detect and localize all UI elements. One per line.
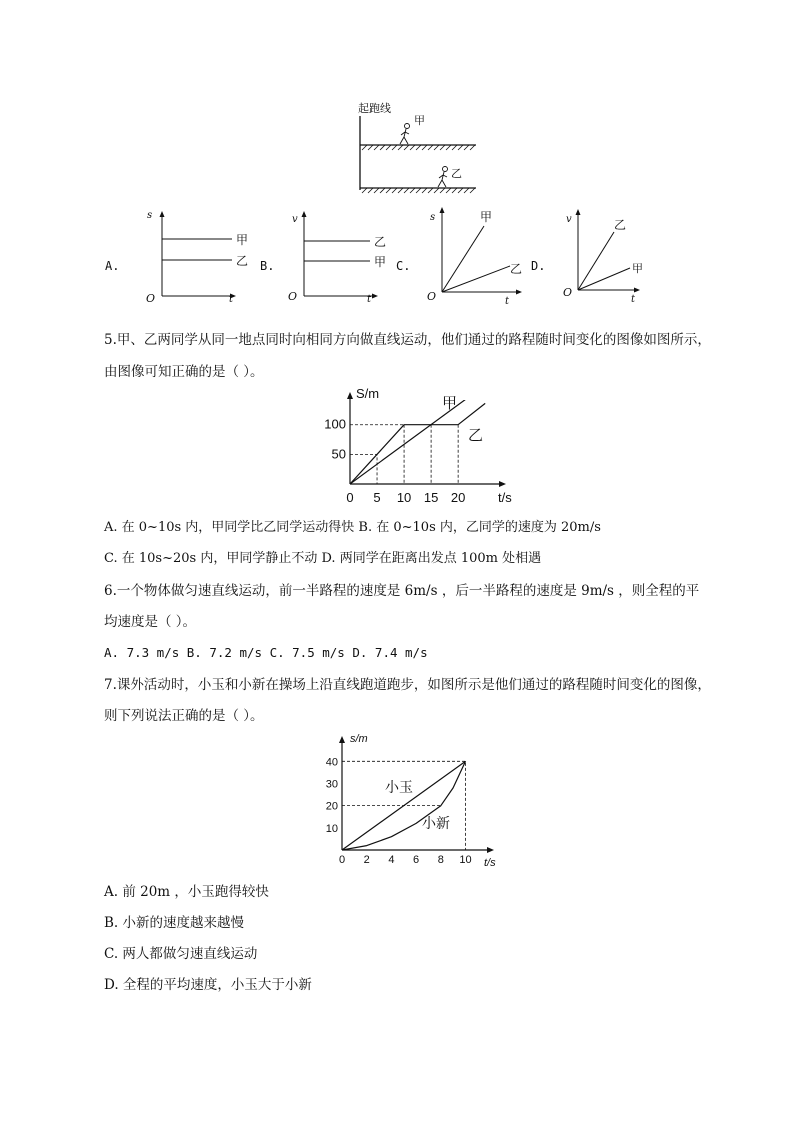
series-label: 小玉 bbox=[385, 779, 413, 795]
x-tick-label: 2 bbox=[363, 854, 370, 866]
x-axis-arrow-icon bbox=[499, 481, 506, 487]
option-a-graph bbox=[140, 208, 260, 308]
option-b-axis-y: v bbox=[292, 214, 298, 225]
runner-jia-icon bbox=[400, 124, 410, 145]
option-c-line-steep-label: 甲 bbox=[480, 210, 493, 224]
y-tick-label: 20 bbox=[325, 800, 338, 813]
option-d-line-steep-label: 乙 bbox=[614, 218, 627, 232]
option-c-axis-y: s bbox=[430, 212, 436, 223]
runner-jia-label: 甲 bbox=[414, 114, 425, 127]
option-c-axis-x: t bbox=[505, 296, 510, 307]
q5-options-line1: A. 在 0~10s 内，甲同学比乙同学运动得快 B. 在 0~10s 内，乙同学的速度为 20m/s bbox=[104, 520, 601, 535]
q7-stem-line1: 7.课外活动时，小玉和小新在操场上沿直线跑道跑步，如图所示是他们通过的路程随时间变化的图像， bbox=[104, 677, 711, 693]
option-c-line-shallow-label: 乙 bbox=[510, 262, 523, 276]
x-tick-label: 20 bbox=[450, 490, 466, 505]
option-a-axis-x: t bbox=[229, 294, 234, 305]
option-b-letter: B. bbox=[260, 259, 275, 273]
x-tick-label: 8 bbox=[437, 854, 444, 866]
series-label: 小新 bbox=[422, 815, 450, 831]
option-a-line-bottom-label: 乙 bbox=[236, 254, 249, 268]
q7-chart bbox=[318, 734, 508, 868]
option-d-axis-x: t bbox=[631, 294, 636, 305]
option-d-graph bbox=[556, 206, 676, 306]
runner-yi-icon bbox=[438, 167, 448, 188]
q7-option-b: B. 小新的速度越来越慢 bbox=[104, 915, 245, 931]
x-tick-label: 4 bbox=[388, 854, 395, 866]
option-c-origin: O bbox=[427, 290, 437, 303]
y-axis-arrow-icon bbox=[339, 736, 345, 743]
runner-yi-label: 乙 bbox=[451, 167, 462, 180]
option-d-origin: O bbox=[563, 286, 573, 299]
x-tick-label: 10 bbox=[396, 490, 412, 505]
start-line-label: 起跑线 bbox=[358, 102, 391, 115]
option-b-axis-x: t bbox=[367, 294, 372, 305]
option-c-letter: C. bbox=[396, 259, 411, 273]
q7-chart-svg bbox=[318, 734, 508, 868]
option-a-line-top-label: 甲 bbox=[236, 233, 249, 247]
option-a-origin: O bbox=[146, 292, 156, 305]
series-line-b bbox=[350, 403, 485, 484]
y-tick-label: 10 bbox=[325, 822, 338, 835]
q6-options: A. 7.3 m/s B. 7.2 m/s C. 7.5 m/s D. 7.4 m/s bbox=[104, 645, 428, 660]
option-b-graph bbox=[282, 208, 402, 308]
x-axis-label: t/s bbox=[484, 857, 496, 868]
option-b-line-bottom-label: 甲 bbox=[374, 255, 387, 269]
option-d-letter: D. bbox=[531, 259, 546, 273]
y-tick-label: 50 bbox=[331, 446, 346, 462]
x-tick-label: 0 bbox=[338, 854, 346, 866]
option-b-origin: O bbox=[288, 290, 298, 303]
x-axis-arrow-icon bbox=[487, 847, 494, 853]
q7-option-d: D. 全程的平均速度，小玉大于小新 bbox=[104, 977, 312, 993]
x-tick-label: 15 bbox=[423, 490, 439, 505]
y-tick-label: 40 bbox=[325, 756, 338, 769]
series-line-a bbox=[342, 761, 466, 850]
y-tick-label: 100 bbox=[324, 416, 346, 432]
q6-stem-line1: 6.一个物体做匀速直线运动，前一半路程的速度是 6m/s ，后一半路程的速度是 9m/s ，则全程的平 bbox=[104, 583, 700, 599]
x-tick-label: 5 bbox=[373, 490, 381, 505]
x-tick-label: 10 bbox=[459, 854, 472, 866]
q5-stem-line2: 由图像可知正确的是（ ）。 bbox=[104, 364, 264, 380]
x-tick-label: 0 bbox=[346, 490, 354, 505]
q5-chart bbox=[316, 388, 516, 510]
option-b-line-top-label: 乙 bbox=[374, 235, 387, 249]
y-axis-label: s/m bbox=[350, 734, 368, 745]
x-tick-label: 6 bbox=[413, 854, 420, 866]
option-c-graph bbox=[420, 204, 540, 308]
q5-options-line2: C. 在 10s~20s 内，甲同学静止不动 D. 两同学在距离出发点 100m 处相遇 bbox=[104, 551, 542, 566]
series-label: 乙 bbox=[468, 427, 484, 444]
option-d-line-shallow-label: 甲 bbox=[632, 262, 643, 275]
option-a-letter: A. bbox=[105, 259, 120, 273]
q7-option-c: C. 两人都做匀速直线运动 bbox=[104, 946, 258, 962]
y-tick-label: 30 bbox=[325, 778, 338, 791]
y-axis-arrow-icon bbox=[347, 392, 353, 399]
q5-chart-svg bbox=[316, 388, 516, 510]
option-a-axis-y: s bbox=[147, 210, 153, 221]
x-axis-label: t/s bbox=[498, 490, 512, 505]
q7-option-a: A. 前 20m ，小玉跑得较快 bbox=[104, 884, 269, 900]
q7-stem-line2: 则下列说法正确的是（ ）。 bbox=[104, 708, 264, 724]
option-d-axis-y: v bbox=[566, 214, 572, 225]
q6-stem-line2: 均速度是（ ）。 bbox=[104, 614, 197, 630]
start-line-figure bbox=[350, 98, 480, 198]
y-axis-label: S/m bbox=[356, 388, 380, 401]
q5-stem-line1: 5.甲、乙两同学从同一地点同时向相同方向做直线运动，他们通过的路程随时间变化的图像如图所示， bbox=[104, 332, 711, 348]
series-line-a bbox=[350, 388, 485, 484]
series-label: 甲 bbox=[442, 395, 458, 412]
